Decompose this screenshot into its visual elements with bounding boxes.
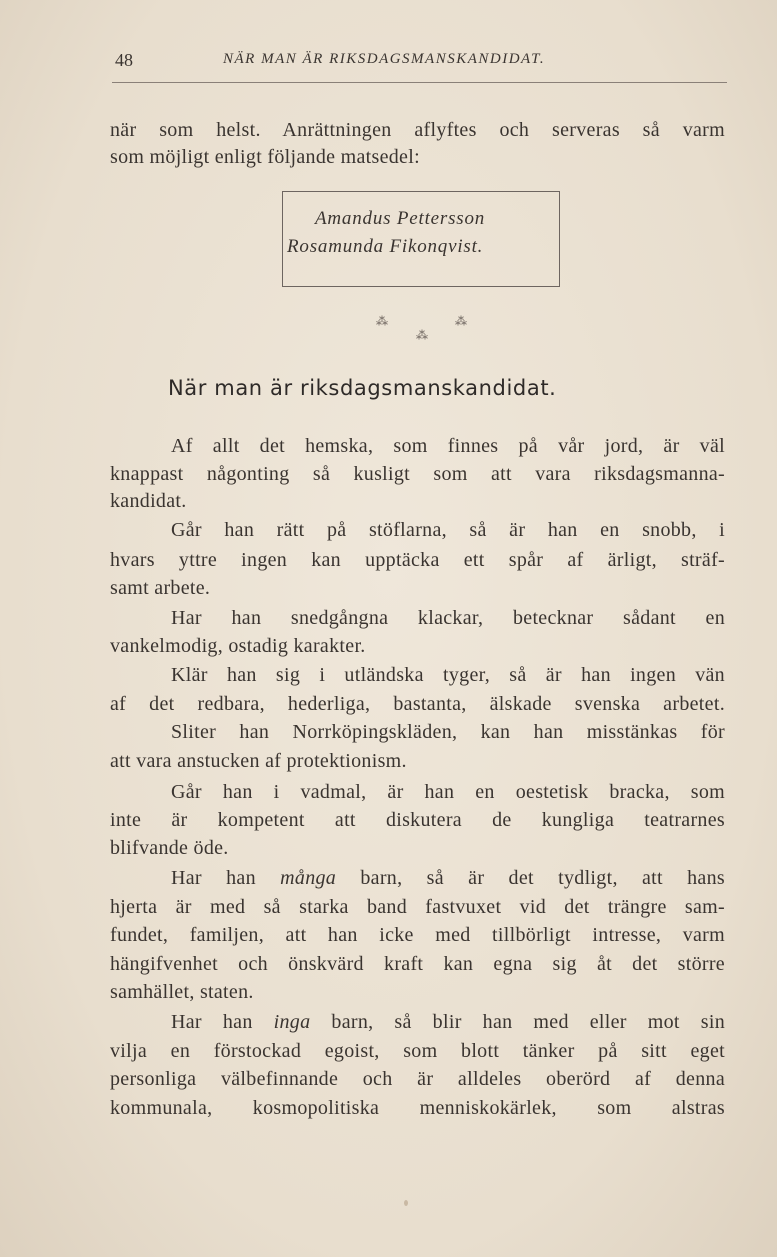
emphasis-text: många [280,867,337,889]
body-line: kandidat. [110,490,187,512]
menu-line-1: Amandus Pettersson [315,208,486,229]
body-line [171,866,725,890]
header-rule [112,82,727,83]
body-line: inte är kompetent att diskutera de kungliga teatrarnes [110,809,725,831]
body-line: hängifvenhet och önskvärd kraft kan egna sig åt det större [110,953,725,975]
body-line: Går han rätt på stöflarna, så är han en snobb, i [171,519,725,541]
page-number: 48 [115,50,133,70]
intro-line-1: när som helst. Anrättningen aflyftes och serveras så varm [110,119,725,141]
body-line: Sliter han Norrköpingskläden, kan han misstänkas för [171,721,725,743]
body-text: Har han [171,867,281,889]
running-head [115,50,727,74]
asterism-star-left: ⁂ [376,314,388,328]
body-line: af det redbara, hederliga, bastanta, älskade svenska arbetet. [110,693,725,715]
body-line: Har han snedgångna klackar, betecknar sådant en [171,607,725,629]
body-line: Klär han sig i utländska tyger, så är han ingen vän [171,664,725,686]
body-line: knappast någonting så kusligt som att vara riksdagsmanna- [110,463,725,485]
menu-line-2: Rosamunda Fikonqvist. [287,236,484,257]
paper-speck [404,1200,408,1206]
body-line: vankelmodig, ostadig karakter. [110,635,366,657]
body-line: fundet, familjen, att han icke med tillbörligt intresse, varm [110,924,725,946]
body-line: vilja en förstockad egoist, som blott tänker på sitt eget [110,1040,725,1062]
body-text: barn, så är det tydligt, att hans [336,867,725,889]
body-line: personliga välbefinnande och är alldeles oberörd af denna [110,1068,725,1090]
body-line: samt arbete. [110,577,211,599]
asterism-star-bottom: ⁂ [416,328,428,342]
body-line: Går han i vadmal, är han en oestetisk bracka, som [171,781,725,803]
body-line: att vara anstucken af protektionism. [110,750,407,772]
body-line: samhället, staten. [110,981,254,1003]
body-line: hvars yttre ingen kan upptäcka ett spår af ärligt, sträf- [110,549,725,571]
section-heading: När man är riksdagsmanskandidat. [168,376,557,400]
body-line: hjerta är med så starka band fastvuxet vid det trängre sam- [110,896,725,918]
emphasis-text: inga [273,1011,311,1033]
body-text: barn, så blir han med eller mot sin [310,1011,725,1033]
body-line: kommunala, kosmopolitiska menniskokärlek, som alstras [110,1097,725,1119]
body-line: Af allt det hemska, som finnes på vår jord, är väl [171,435,725,457]
intro-line-2: som möjligt enligt följande matsedel: [110,146,420,168]
asterism-star-right: ⁂ [455,314,467,328]
running-title: NÄR MAN ÄR RIKSDAGSMANSKANDIDAT. [223,51,546,67]
menu-box [282,191,560,287]
body-text: Har han [171,1011,274,1033]
body-line [171,1010,725,1034]
body-line: blifvande öde. [110,837,229,859]
